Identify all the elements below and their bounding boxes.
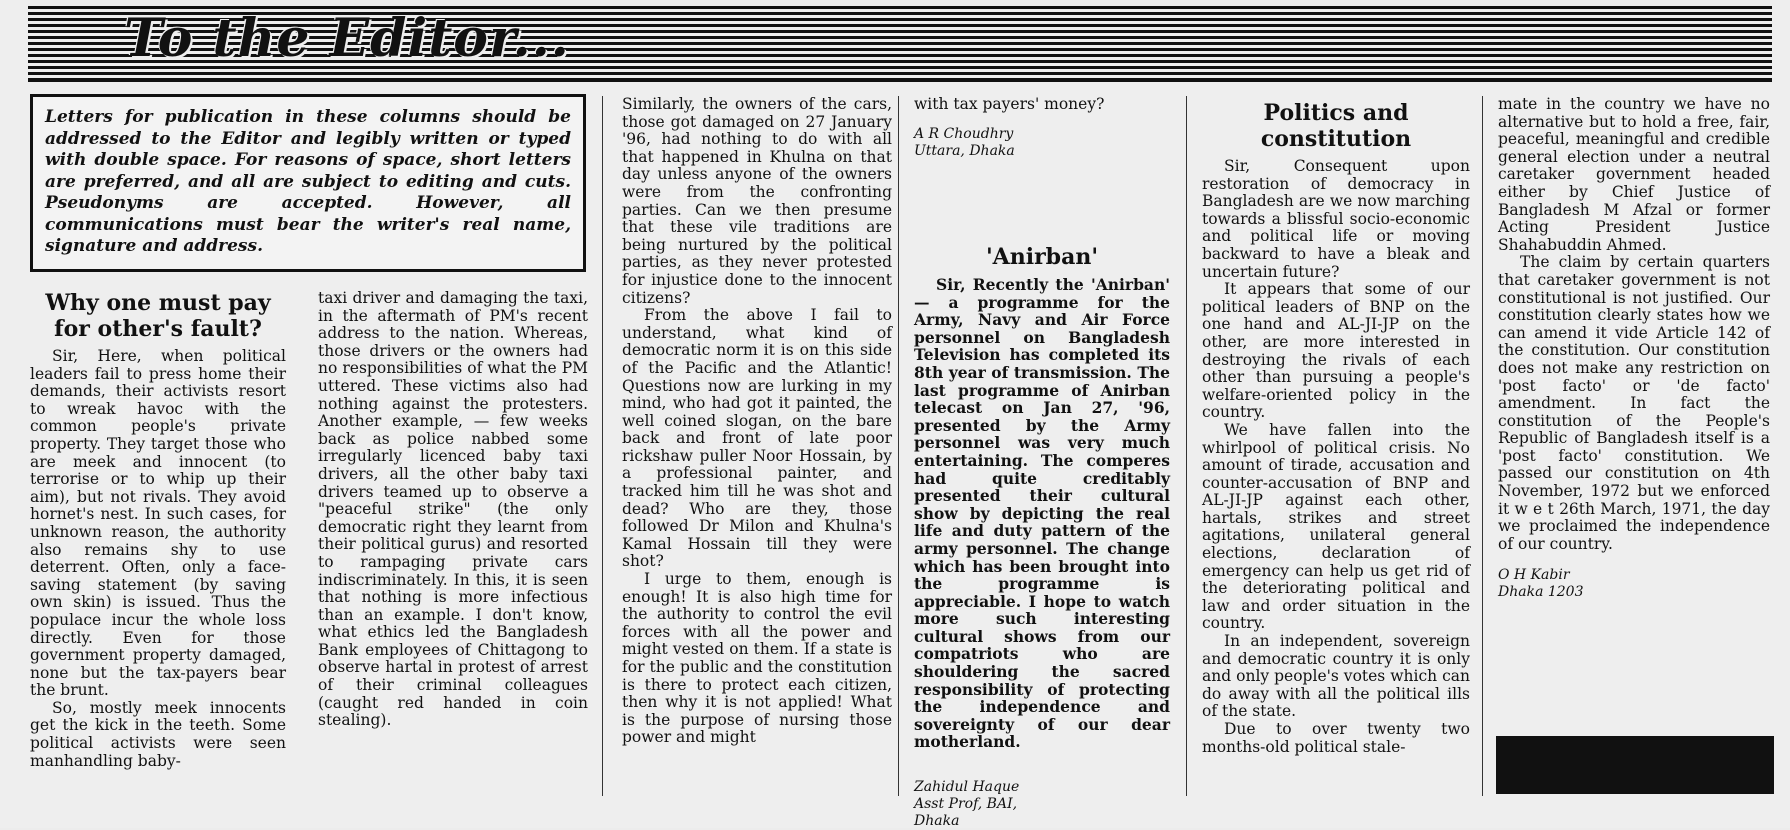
letter2-paragraph: Sir, Recently the 'Anirban' — a programme for the Army, Navy and Air Force personnel on Bangladesh Television has completed its 8th year of transmission. The last programme of Anirban telecast on Jan 27, '96, presented by the Army personnel was very much entertaining. The comperes had quite creditably presented their cultural show by depicting the real life and duty pattern of the army personnel. The change which has been brought into the programme is appreciable. I hope to watch more such interesting cultural shows from our compatriots who are shouldering the sacred responsibility of protecting the independence and sovereignty of our dear motherland.	[914, 275, 1170, 752]
black-ad-block	[1496, 736, 1774, 794]
letter3-paragraph: We have fallen into the whirlpool of political crisis. No amount of tirade, accusation and counter-accusation of BNP and AL-JI-JP against each other, hartals, strikes and street agitations, unilateral general elections, declaration of emergency can help us get rid of the deteriorating political and law and order situation in the country.	[1202, 420, 1470, 633]
letter3-paragraph: mate in the country we have no alternative but to hold a free, fair, peaceful, meaningful and credible general election under a neutral caretaker government headed either by Chief Justice of Bangladesh M Afzal or former Acting President Justice Shahabuddin Ahmed.	[1498, 95, 1770, 254]
letter1-paragraph: Similarly, the owners of the cars, those got damaged on 27 January '96, had nothing to do with all that happened in Khulna on that day unless anyone of the owners were from the confronting parties. Can we then presume that these vile traditions are being nurtured by the political parties, as they never protested for injustice done to the innocent citizens?	[622, 95, 892, 307]
letter1-headline-area	[30, 290, 286, 342]
letter1-column-1	[30, 348, 286, 770]
letter3-paragraph: It appears that some of our political leaders of BNP on the one hand and AL-JI-JP on the other, are more interested in destroying the rivals of each other than pursuing a people's welfare-oriented policy in the country.	[1202, 280, 1470, 422]
letter1-headline: Why one must pay for other's fault?	[45, 290, 271, 342]
submission-notice-text: Letters for publication in these columns should be addressed to the Editor and legibly written or typed with double space. For reasons of space, short letters are preferred, and all are subject to editing and cuts. Pseudonyms are accepted. However, all communications must bear the writer's real name, signature and address.	[45, 107, 571, 256]
letter1-column-4	[914, 96, 1184, 160]
column-divider	[1482, 96, 1483, 796]
column-divider	[602, 96, 603, 796]
letter3-signature-name: O H Kabir	[1498, 567, 1570, 584]
letter2-headline: 'Anirban'	[985, 244, 1099, 270]
masthead-banner	[28, 6, 1772, 82]
letter3-paragraph: Sir, Consequent upon restoration of democracy in Bangladesh are we now marching towards a blissful socio-economic and political life or moving backward to have a bleak and uncertain future?	[1202, 157, 1470, 281]
letter2-signature-name: Zahidul Haque	[914, 779, 1020, 796]
letter3-column-1	[1202, 100, 1470, 756]
submission-notice-box	[30, 94, 586, 272]
letter3-paragraph: The claim by certain quarters that caretaker government is not constitutional is not justified. Our constitution clearly states how we can amend it vide Article 142 of the constitution. Our constitution does not make any restriction on 'post facto' or 'de facto' amendment. In fact the constitution of the People's Republic of Bangladesh itself is a 'post facto' constitution. We passed our constitution on 4th November, 1972 but we enforced it w e t 26th March, 1971, the day we proclaimed the independence of our country.	[1498, 253, 1770, 553]
letter3-headline: Politics and constitution	[1260, 100, 1412, 152]
letter1-signature-name: A R Choudhry	[914, 125, 1014, 142]
letter1-column-2	[318, 290, 588, 730]
letter3-paragraph: Due to over twenty two months-old political stale-	[1202, 720, 1470, 756]
letter2-signature-place: Dhaka	[914, 813, 960, 830]
letter3-signature-place: Dhaka 1203	[1498, 584, 1584, 601]
letter1-paragraph: taxi driver and damaging the taxi, in the aftermath of PM's recent address to the nation. Whereas, those drivers or the owners had no responsibilities of what the PM uttered. These victims also had nothing against the protesters. Another example, — few weeks back as police nabbed some irregularly licenced baby taxi drivers, all the other baby taxi drivers teamed up to observe a "peaceful strike" (the only democratic right they learnt from their political gurus) and resorted to rampaging private cars indiscriminately. In this, it is seen that nothing is more infectious than an example. I don't know, what ethics led the Bangladesh Bank employees of Chittagong to observe hartal in protest of arrest of their criminal colleagues (caught red handed in coin stealing).	[318, 289, 588, 730]
letter2-column	[914, 244, 1170, 830]
letter1-paragraph: So, mostly meek innocents get the kick in the teeth. Some political activists were seen manhandling baby-	[30, 698, 286, 770]
letter1-paragraph: with tax payers' money?	[914, 95, 1105, 113]
section-title: To the Editor...	[124, 8, 570, 69]
letter1-paragraph: Sir, Here, when political leaders fail to press home their demands, their activists resort to wreak havoc with the common people's private property. They target those who are meek and innocent (to terrorise or to whip up their aim), but not rivals. They avoid hornet's nest. In such cases, for unknown reason, the authority also remains shy to use deterrent. Often, only a face-saving statement (by saving own skin) is issued. Thus the populace incur the whole loss directly. Even for those government property damaged, none but the tax-payers bear the brunt.	[30, 347, 286, 700]
letter3-column-2	[1498, 96, 1770, 601]
letter1-signature-place: Uttara, Dhaka	[914, 142, 1015, 159]
column-divider	[898, 96, 899, 796]
letter3-paragraph: In an independent, sovereign and democratic country it is only and only people's votes which can do away with all the political ills of the state.	[1202, 632, 1470, 721]
letter1-column-3	[622, 96, 892, 747]
column-divider	[1186, 96, 1187, 796]
letter2-signature-title: Asst Prof, BAI,	[914, 796, 1018, 813]
letter1-paragraph: From the above I fail to understand, what kind of democratic norm it is on this side of the Pacific and the Atlantic! Questions now are lurking in my mind, who had got it painted, the well coined slogan, on the bare back and front of late poor rickshaw puller Noor Hossain, by a professional painter, and tracked him till he was shot and dead? Who are they, those followed Dr Milon and Khulna's Kamal Hossain till they were shot?	[622, 306, 892, 571]
letter1-paragraph: I urge to them, enough is enough! It is also high time for the authority to control the evil forces with all the power and might vested on them. If a state is for the public and the constitution is there to protect each citizen, then why it is not applied! What is the purpose of nursing those power and might	[622, 570, 892, 747]
